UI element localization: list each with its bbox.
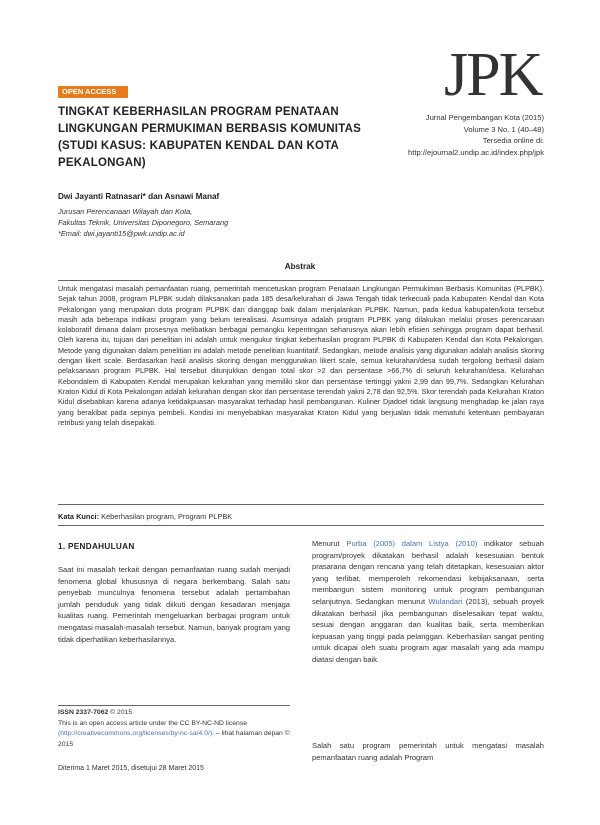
intro-paragraph: Saat ini masalah terkait dengan pemanfaatan ruang sudah menjadi fenomena global khususnya di negara berkembang. Salah satu penyebab munculnya fenomena tersebut adalah pertambahan jumlah penduduk yang tidak diikuti dengan kesadaran menjaga kualitas ruang. Pemerintah mengeluarkan berbagai program untuk mengatasi masalah-masalah tersebut. Namun, banyak program yang tidak diperhatikan keberhasilannya. [58, 565, 290, 644]
issn-year: © 2015 [108, 709, 133, 716]
abstract-top-rule [58, 280, 544, 281]
title-line: TINGKAT KEBERHASILAN PROGRAM PENATAAN [58, 106, 339, 118]
footnote-rule [58, 705, 290, 706]
journal-info [408, 112, 544, 158]
authors: Dwi Jayanti Ratnasari* dan Asnawi Manaf [58, 192, 220, 201]
affiliation-line: Jurusan Perencanaan Wilayah dan Kota, [58, 207, 193, 216]
received-date: Diterima 1 Maret 2015, disetujui 28 Maret 2015 [58, 765, 204, 772]
title-line: (STUDI KASUS: KABUPATEN KENDAL DAN KOTA [58, 140, 340, 152]
license-line [58, 719, 290, 751]
footnote [58, 708, 290, 750]
affiliation-line: Fakultas Teknik, Universitas Diponegoro, Semarang [58, 217, 229, 227]
keywords [58, 512, 232, 521]
journal-online-label: Tersedia online di: [482, 136, 544, 145]
paper-title [58, 104, 368, 172]
open-access-badge: OPEN ACCESS [58, 86, 128, 98]
keywords-rule [58, 525, 544, 526]
license-text: This is an open access article under the CC BY-NC-ND license [58, 719, 248, 727]
issn-line [58, 708, 290, 719]
keywords-label: Kata Kunci: [58, 512, 100, 521]
license-suffix: – lihat halaman depan © 2015 [58, 730, 290, 748]
journal-logo: JPK [444, 41, 542, 109]
affiliation [58, 207, 228, 239]
abstract-bottom-rule [58, 504, 544, 505]
issn: ISSN 2337-7062 [58, 709, 109, 716]
right-paragraph-2: Salah satu program pemerintah untuk mengatasi masalah pemanfaatan ruang adalah Program [312, 741, 544, 762]
right-paragraph-1 [312, 538, 544, 666]
author-email[interactable]: *Email: dwi.jayanti15@pwk.undip.ac.id [58, 228, 185, 238]
p1-end: (2013), sebuah proyek dikatakan berhasil jika pembangunan diselesaikan tepat waktu, sesuai dengan anggaran dan kualitas baik, serta memberikan kepuasan yang tinggi pada pelanggan. Keberhasilan sangat penting untuk dicapai oleh suatu program agar masalah yang ada mampu diatasi dengan baik. [312, 596, 544, 664]
title-line: PEKALONGAN) [58, 157, 146, 169]
license-link[interactable]: (http://creativecommons.org/licenses/by-nc-sa/4.0/). [58, 730, 215, 738]
journal-url[interactable]: http://ejournal2.undip.ac.id/index.php/jpk [408, 147, 544, 157]
abstract-text: Untuk mengatasi masalah pemanfaatan ruang, pemerintah mencetuskan program Penataan Lingkungan Permukiman Berbasis Komunitas (PLPBK). Sejak tahun 2008, program PLPBK sudah dilaksanakan pada 185 desa/kelurahan di Jawa Tengah tidak terkecuali pada Kabupaten Kendal dan Kota Pekalongan yang merupakan duta program PLPBK dan dianggap baik dalam menjalankan PLPBK. Namun, pada kedua kabupaten/kota tersebut masih ada beberapa indikasi program yang belum terealisasi. Asumsinya adalah program PLPBK yang dilakukan melalui proses perencanaan kolaboratif dimana dalam prosesnya melibatkan berbagai pemangku kepentingan seharusnya akan lebih efisien sehingga program dapat berhasil. Oleh karena itu, tujuan dari penelitian ini adalah untuk mengukur tingkat keberhasilan program PLPBK di Kabupaten Kendal dan Kota Pekalongan. Metode yang digunakan dalam penelitian ini adalah metode penelitian kuantitatif. Sedangkan, metode analisis yang digunakan adalah analisis skoring dengan likert scale. Berdasarkan hasil analisis skoring dengan menggunakan likert scale, semua kelurahan/desa sudah tergolong berhasil dalam pelaksanaan program PLPBK. Hal tersebut ditunjukkan dengan total skor >2 dan persentase >66,7% di seluruh kelurahan/desa. Kelurahan Kebondalem di Kabupaten Kendal merupakan kelurahan yang memiliki skor dan persentase tertinggi yakni 2,99 dan 99,7%. Sedangkan Kelurahan Kraton Kidul di Kota Pekalongan adalah kelurahan dengan skor dan persentase terendah yakni 2,78 dan 92,5%. Skor terendah pada Kelurahan Kraton Kidul disebabkan karena adanya ketidakpuasan masyarakat terhadap hasil pembangunan. Kuliner Djadoel tidak langsung menghadap ke jalan raya yang berakibat pada sepinya pembeli. Kondisi ini menyebabkan masyarakat Kraton Kidul yang berjualan tidak mematuhi ketentuan pembayaran retribusi yang telah disepakati. [58, 284, 544, 427]
citation-wulandari[interactable]: Wulandari [428, 596, 463, 606]
title-line: LINGKUNGAN PERMUKIMAN BERBASIS KOMUNITAS [58, 123, 361, 135]
section-heading: 1. PENDAHULUAN [58, 542, 135, 551]
keywords-value: Keberhasilan program, Program PLPBK [99, 512, 233, 521]
citation-purba-listya[interactable]: Purba (2005) dalam Listya (2010) [346, 539, 478, 548]
journal-name: Jurnal Pengembangan Kota (2015) [425, 113, 544, 122]
journal-volume: Volume 3 No. 1 (40–48) [463, 124, 544, 134]
p1-body: indikator sebuah program/proyek dikatakan berhasil adalah kesesuaian bentuk prasarana dengan rencana yang telah ditetapkan, kesesuaian aktor yang terlibat, memperoleh rekomendasi kebijaksanaan, serta membangun sistem monitoring untuk program pembangunan selanjutnya. Sedangkan menurut [312, 539, 544, 606]
abstract-heading: Abstrak [284, 262, 316, 271]
p1-prefix: Menurut [312, 539, 347, 548]
